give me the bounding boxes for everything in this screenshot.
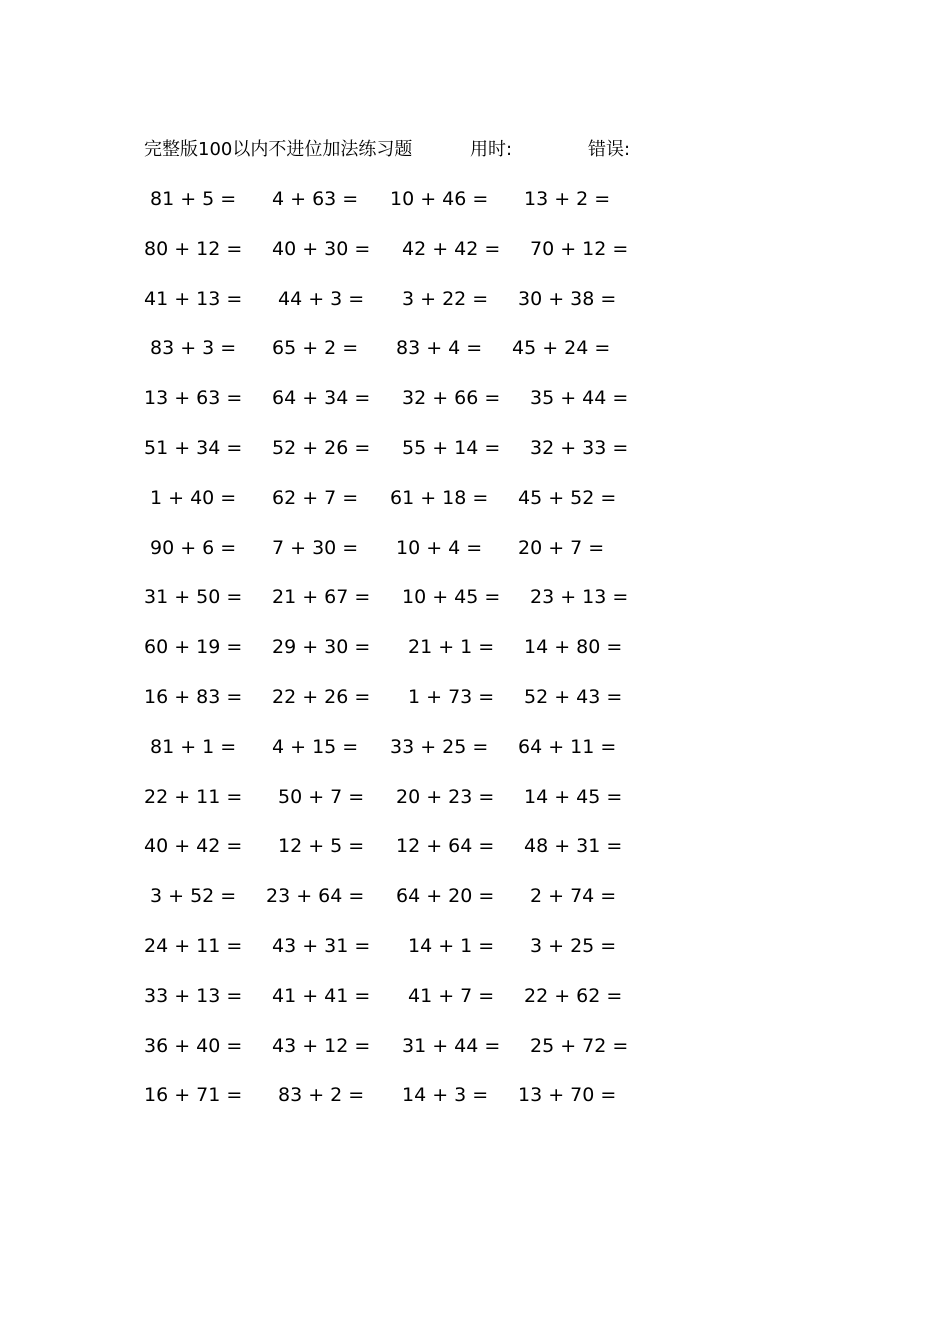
addition-problem: 51 + 34 = — [144, 436, 243, 459]
addition-problem: 52 + 43 = — [524, 685, 623, 708]
addition-problem: 14 + 3 = — [402, 1084, 489, 1107]
addition-problem: 81 + 1 = — [150, 735, 237, 758]
addition-problem: 80 + 12 = — [144, 237, 243, 260]
addition-problem: 21 + 1 = — [408, 636, 495, 659]
addition-problem: 3 + 52 = — [150, 885, 237, 908]
problem-row — [0, 286, 950, 336]
addition-problem: 22 + 62 = — [524, 984, 623, 1007]
addition-problem: 45 + 24 = — [512, 337, 611, 360]
addition-problem: 65 + 2 = — [272, 337, 359, 360]
addition-problem: 43 + 31 = — [272, 934, 371, 957]
addition-problem: 52 + 26 = — [272, 436, 371, 459]
addition-problem: 83 + 2 = — [278, 1084, 365, 1107]
addition-problem: 3 + 25 = — [530, 934, 617, 957]
problem-row — [0, 535, 950, 585]
addition-problem: 10 + 46 = — [390, 188, 489, 210]
addition-problem: 60 + 19 = — [144, 636, 243, 659]
addition-problem: 83 + 3 = — [150, 337, 237, 360]
addition-problem: 25 + 72 = — [530, 1034, 629, 1057]
addition-problem: 41 + 13 = — [144, 287, 243, 310]
worksheet-title: 完整版100以内不进位加法练习题 — [144, 139, 413, 160]
addition-problem: 7 + 30 = — [272, 536, 359, 559]
addition-problem: 20 + 23 = — [396, 785, 495, 808]
problem-row — [0, 435, 950, 485]
addition-problem: 33 + 13 = — [144, 984, 243, 1007]
addition-problem: 48 + 31 = — [524, 835, 623, 858]
problem-row — [0, 883, 950, 933]
addition-problem: 32 + 66 = — [402, 387, 501, 410]
addition-problem: 14 + 1 = — [408, 934, 495, 957]
addition-problem: 70 + 12 = — [530, 237, 629, 260]
addition-problem: 64 + 11 = — [518, 735, 617, 758]
addition-problem: 16 + 71 = — [144, 1084, 243, 1107]
addition-problem: 33 + 25 = — [390, 735, 489, 758]
addition-problem: 3 + 22 = — [402, 287, 489, 310]
problem-row — [0, 186, 950, 236]
problem-row — [0, 684, 950, 734]
addition-problem: 14 + 80 = — [524, 636, 623, 659]
addition-problem: 2 + 74 = — [530, 885, 617, 908]
time-taken-label: 用时: — [470, 139, 513, 160]
addition-problem: 64 + 34 = — [272, 387, 371, 410]
addition-problem: 20 + 7 = — [518, 536, 605, 559]
addition-problem: 1 + 73 = — [408, 685, 495, 708]
problem-row — [0, 1033, 950, 1083]
problem-row — [0, 584, 950, 634]
addition-problem: 21 + 67 = — [272, 586, 371, 609]
addition-problem: 4 + 15 = — [272, 735, 359, 758]
addition-problem: 29 + 30 = — [272, 636, 371, 659]
addition-problem: 12 + 5 = — [278, 835, 365, 858]
addition-problem: 10 + 4 = — [396, 536, 483, 559]
addition-problem: 41 + 7 = — [408, 984, 495, 1007]
problem-row — [0, 833, 950, 883]
addition-problem: 13 + 70 = — [518, 1084, 617, 1107]
problem-row — [0, 236, 950, 286]
addition-problem: 40 + 42 = — [144, 835, 243, 858]
addition-problem: 4 + 63 = — [272, 188, 359, 210]
problem-row — [0, 1082, 950, 1132]
addition-problem: 31 + 44 = — [402, 1034, 501, 1057]
addition-problem: 45 + 52 = — [518, 486, 617, 509]
problem-row — [0, 734, 950, 784]
addition-problem: 83 + 4 = — [396, 337, 483, 360]
addition-problem: 24 + 11 = — [144, 934, 243, 957]
addition-problem: 35 + 44 = — [530, 387, 629, 410]
addition-problem: 42 + 42 = — [402, 237, 501, 260]
addition-problem: 31 + 50 = — [144, 586, 243, 609]
addition-problem: 1 + 40 = — [150, 486, 237, 509]
addition-problem: 90 + 6 = — [150, 536, 237, 559]
addition-problem: 16 + 83 = — [144, 685, 243, 708]
problem-row — [0, 784, 950, 834]
addition-problem: 10 + 45 = — [402, 586, 501, 609]
errors-label: 错误: — [588, 139, 631, 160]
addition-problem: 22 + 11 = — [144, 785, 243, 808]
addition-problem: 32 + 33 = — [530, 436, 629, 459]
problem-row — [0, 634, 950, 684]
addition-problem: 22 + 26 = — [272, 685, 371, 708]
problem-row — [0, 385, 950, 435]
addition-problem: 13 + 63 = — [144, 387, 243, 410]
addition-problem: 23 + 13 = — [530, 586, 629, 609]
addition-problem: 13 + 2 = — [524, 188, 611, 210]
addition-problem: 40 + 30 = — [272, 237, 371, 260]
addition-problem: 62 + 7 = — [272, 486, 359, 509]
problem-row — [0, 983, 950, 1033]
addition-problem: 61 + 18 = — [390, 486, 489, 509]
addition-problem: 23 + 64 = — [266, 885, 365, 908]
addition-problem: 36 + 40 = — [144, 1034, 243, 1057]
addition-problem: 12 + 64 = — [396, 835, 495, 858]
addition-problem: 55 + 14 = — [402, 436, 501, 459]
addition-problem: 41 + 41 = — [272, 984, 371, 1007]
problem-row — [0, 485, 950, 535]
addition-problem: 30 + 38 = — [518, 287, 617, 310]
addition-problem: 81 + 5 = — [150, 188, 237, 210]
problem-grid — [0, 186, 950, 1132]
problem-row — [0, 933, 950, 983]
addition-problem: 44 + 3 = — [278, 287, 365, 310]
addition-problem: 14 + 45 = — [524, 785, 623, 808]
addition-problem: 50 + 7 = — [278, 785, 365, 808]
addition-problem: 64 + 20 = — [396, 885, 495, 908]
addition-problem: 43 + 12 = — [272, 1034, 371, 1057]
problem-row — [0, 335, 950, 385]
